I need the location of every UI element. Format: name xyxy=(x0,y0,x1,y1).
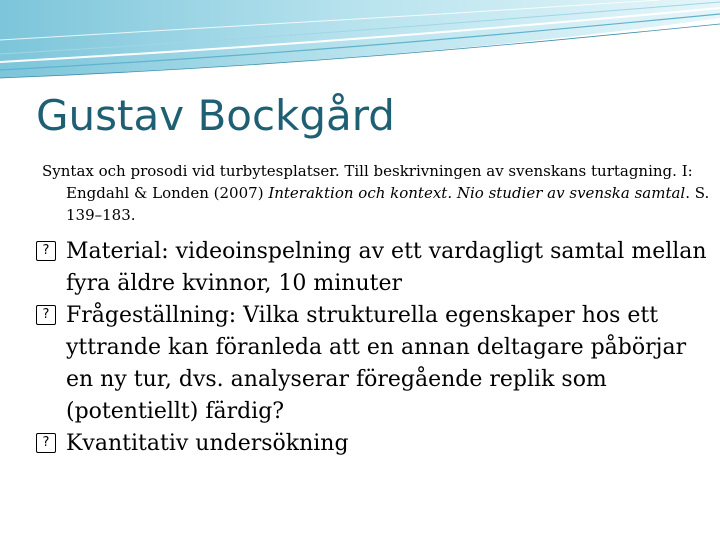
bullet-marker-icon: ? xyxy=(36,305,56,325)
citation-italic-title: Interaktion och kontext. Nio studier av svenska samtal xyxy=(268,184,686,202)
bullet-text: Material: videoinspelning av ett vardagligt samtal mellan fyra äldre kvinnor, 10 minuter xyxy=(66,239,707,296)
bullet-text: Kvantitativ undersökning xyxy=(66,431,349,456)
bullet-marker-icon: ? xyxy=(36,433,56,453)
citation-text xyxy=(42,160,720,226)
citation-part2: . S. 139–183. xyxy=(66,184,710,224)
decorative-wave-banner xyxy=(0,0,720,80)
bullet-text: Frågeställning: Vilka strukturella egenskaper hos ett yttrande kan föranleda att en annan deltagare påbörjar en ny tur, dvs. analyserar föregående replik som (potentiellt) färdig? xyxy=(66,303,687,424)
citation-part1: Syntax och prosodi vid turbytesplatser. Till beskrivningen av svenskans turtagning. I: Engdahl & Londen (2007) xyxy=(42,162,693,202)
bullet-item xyxy=(36,428,708,460)
slide-title: Gustav Bockgård xyxy=(36,91,395,140)
bullet-list xyxy=(36,236,708,460)
bullet-item xyxy=(36,300,708,428)
bullet-marker-icon: ? xyxy=(36,241,56,261)
bullet-item xyxy=(36,236,708,300)
